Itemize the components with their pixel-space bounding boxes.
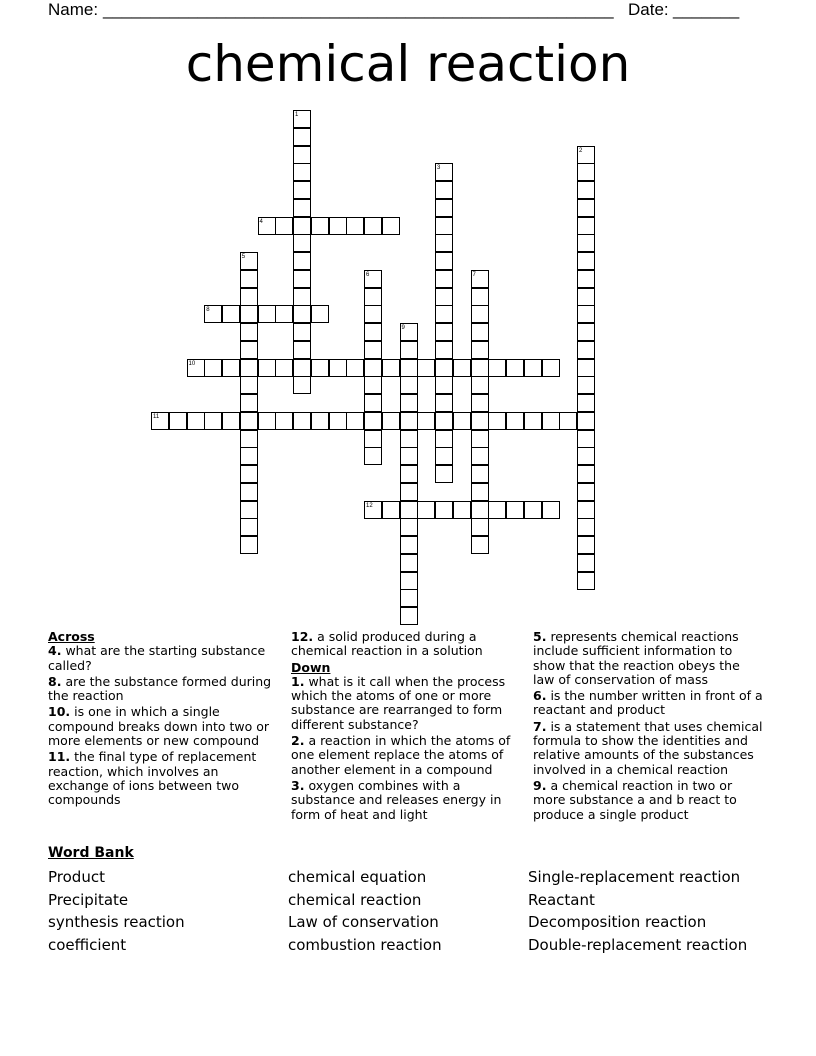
crossword-cell[interactable] (577, 412, 595, 430)
crossword-cell[interactable] (293, 376, 311, 394)
crossword-cell[interactable] (293, 323, 311, 341)
word-bank-column-1 (48, 866, 185, 957)
clues-column-2 (291, 628, 523, 824)
crossword-cell[interactable] (240, 341, 258, 359)
crossword-cell[interactable] (524, 501, 542, 519)
crossword-cell[interactable] (293, 146, 311, 164)
crossword-cell[interactable] (435, 341, 453, 359)
clue-number: 2 (579, 147, 583, 154)
crossword-cell[interactable] (435, 270, 453, 288)
crossword-cell[interactable] (400, 536, 418, 554)
crossword-cell[interactable] (453, 359, 471, 377)
crossword-cell[interactable] (488, 359, 506, 377)
crossword-cell[interactable] (400, 589, 418, 607)
crossword-cell[interactable] (222, 412, 240, 430)
crossword-cell[interactable] (382, 412, 400, 430)
crossword-cell[interactable] (293, 305, 311, 323)
crossword-cell[interactable] (542, 501, 560, 519)
crossword-cell[interactable] (204, 412, 222, 430)
crossword-cell[interactable] (435, 465, 453, 483)
crossword-cell[interactable] (293, 341, 311, 359)
crossword-cell[interactable] (577, 430, 595, 448)
crossword-cell[interactable] (346, 412, 364, 430)
clue-across-10: 10. is one in which a single compound breaks down into two or more elements or new compound (48, 704, 270, 749)
crossword-cell[interactable] (364, 447, 382, 465)
crossword-cell[interactable] (240, 518, 258, 536)
crossword-cell[interactable] (435, 447, 453, 465)
crossword-cell[interactable] (169, 412, 187, 430)
clue-number: 11 (153, 413, 160, 420)
crossword-cell[interactable] (577, 252, 595, 270)
crossword-cell[interactable] (293, 199, 311, 217)
crossword-cell[interactable] (400, 430, 418, 448)
clue-across-4: 4. what are the starting substance called? (48, 643, 266, 673)
crossword-cell[interactable] (240, 465, 258, 483)
crossword-cell[interactable] (435, 376, 453, 394)
clue-number: 6 (366, 271, 370, 278)
crossword-cell[interactable] (222, 359, 240, 377)
crossword-cell[interactable] (453, 501, 471, 519)
crossword-cell[interactable] (577, 199, 595, 217)
crossword-cell[interactable] (293, 181, 311, 199)
clue-number: 9 (401, 325, 405, 331)
crossword-cell[interactable] (577, 217, 595, 235)
crossword-cell[interactable] (577, 270, 595, 288)
crossword-cell[interactable] (204, 359, 222, 377)
crossword-cell[interactable] (577, 536, 595, 554)
crossword-cell[interactable] (400, 518, 418, 536)
crossword-cell[interactable] (400, 447, 418, 465)
clue-down-2: 2. a reaction in which the atoms of one element replace the atoms of another element in a compound (291, 733, 511, 777)
crossword-cell[interactable] (435, 252, 453, 270)
crossword-cell[interactable] (471, 536, 489, 554)
crossword-cell[interactable] (293, 359, 311, 377)
crossword-cell[interactable] (435, 430, 453, 448)
crossword-cell[interactable] (240, 483, 258, 501)
crossword-cell[interactable] (577, 341, 595, 359)
date-label: Date: (628, 0, 669, 19)
crossword-cell[interactable] (240, 430, 258, 448)
crossword-cell[interactable] (258, 305, 276, 323)
crossword-cell[interactable] (542, 359, 560, 377)
crossword-cell[interactable] (471, 501, 489, 519)
crossword-cell[interactable] (435, 305, 453, 323)
crossword-cell[interactable] (524, 412, 542, 430)
name-label: Name: (48, 0, 99, 19)
crossword-cell[interactable] (382, 501, 400, 519)
crossword-cell[interactable] (577, 376, 595, 394)
crossword-cell[interactable] (435, 217, 453, 235)
crossword-cell[interactable] (329, 359, 347, 377)
crossword-cell[interactable] (435, 181, 453, 199)
word-bank-item: Product (48, 868, 105, 886)
crossword-cell[interactable] (577, 305, 595, 323)
clue-number: 10 (188, 360, 196, 367)
crossword-cell[interactable] (240, 412, 258, 430)
clues-column-1 (48, 628, 280, 810)
crossword-cell[interactable] (240, 323, 258, 341)
crossword-cell[interactable] (471, 288, 489, 306)
crossword-cell[interactable] (364, 394, 382, 412)
crossword-cell[interactable] (275, 359, 293, 377)
crossword-cell[interactable] (577, 572, 595, 590)
clue-down-1: 1. what is it call when the process which the atoms of one or more substance are rearranged to form different substance? (291, 673, 506, 732)
crossword-cell[interactable] (311, 412, 329, 430)
crossword-cell[interactable] (240, 376, 258, 394)
crossword-cell[interactable] (577, 483, 595, 501)
crossword-cell[interactable] (329, 412, 347, 430)
crossword-cell[interactable] (471, 447, 489, 465)
crossword-cell[interactable] (471, 430, 489, 448)
crossword-cell[interactable] (240, 270, 258, 288)
crossword-cell[interactable] (311, 305, 329, 323)
clue-number: 4 (259, 218, 263, 225)
crossword-cell[interactable] (293, 234, 311, 252)
crossword-cell[interactable] (471, 359, 489, 377)
crossword-cell[interactable] (400, 501, 418, 519)
crossword-cell[interactable] (346, 359, 364, 377)
crossword-cell[interactable] (453, 412, 471, 430)
clue-down-6: 6. is the number written in front of a reactant and product (533, 688, 763, 718)
crossword-cell[interactable] (275, 412, 293, 430)
crossword-cell[interactable] (400, 572, 418, 590)
crossword-cell[interactable] (506, 501, 524, 519)
crossword-cell[interactable] (577, 465, 595, 483)
crossword-cell[interactable] (506, 412, 524, 430)
crossword-cell[interactable] (222, 305, 240, 323)
clue-number: 3 (437, 165, 441, 172)
crossword-cell[interactable] (577, 394, 595, 412)
crossword-cell[interactable] (400, 376, 418, 394)
crossword-cell[interactable] (240, 359, 258, 377)
crossword-cell[interactable] (364, 376, 382, 394)
clues-column-3 (533, 628, 765, 824)
crossword-cell[interactable] (435, 323, 453, 341)
crossword-cell[interactable] (417, 501, 435, 519)
crossword-cell[interactable] (364, 430, 382, 448)
word-bank-title: Word Bank (48, 845, 134, 861)
crossword-cell[interactable] (435, 234, 453, 252)
word-bank-item: Precipitate (48, 890, 129, 909)
crossword-cell[interactable] (400, 554, 418, 572)
clue-down-9: 9. a chemical reaction in two or more substance a and b react to produce a single product (533, 777, 737, 822)
crossword-cell[interactable] (400, 394, 418, 412)
crossword-cell[interactable] (435, 199, 453, 217)
crossword-cell[interactable] (240, 536, 258, 554)
page-title: chemical reaction (185, 35, 631, 93)
crossword-cell[interactable] (542, 412, 560, 430)
crossword-cell[interactable] (471, 412, 489, 430)
crossword-cell[interactable] (258, 359, 276, 377)
crossword-cell[interactable] (293, 252, 311, 270)
crossword-cell[interactable] (577, 323, 595, 341)
crossword-cell[interactable] (293, 163, 311, 181)
down-heading: Down (291, 659, 331, 675)
crossword-cell[interactable] (400, 359, 418, 377)
crossword-cell[interactable] (435, 288, 453, 306)
clue-down-7: 7. is a statement that uses chemical formula to show the identities and relative amounts of the substances involved in a chemical reaction (533, 718, 763, 777)
word-bank-item: Decomposition reaction (528, 913, 707, 932)
crossword-cell[interactable] (293, 270, 311, 288)
crossword-cell[interactable] (364, 359, 382, 377)
crossword-cell[interactable] (329, 217, 347, 235)
crossword-cell[interactable] (471, 394, 489, 412)
crossword-cell[interactable] (559, 412, 577, 430)
crossword-cell[interactable] (417, 412, 435, 430)
crossword-cell[interactable] (240, 288, 258, 306)
crossword-cell[interactable] (364, 288, 382, 306)
crossword-cell[interactable] (471, 465, 489, 483)
crossword-cell[interactable] (471, 483, 489, 501)
clue-number: 7 (472, 271, 476, 278)
crossword-cell[interactable] (240, 305, 258, 323)
crossword-cell[interactable] (435, 359, 453, 377)
crossword-cell[interactable] (311, 359, 329, 377)
crossword-cell[interactable] (471, 376, 489, 394)
crossword-cell[interactable] (417, 359, 435, 377)
crossword-cell[interactable] (293, 217, 311, 235)
crossword-cell[interactable] (382, 359, 400, 377)
clue-number: 8 (206, 307, 210, 314)
crossword-cell[interactable] (187, 412, 205, 430)
word-bank-item: chemical reaction (288, 890, 422, 909)
crossword-cell[interactable] (488, 412, 506, 430)
word-bank-item: combustion reaction (288, 936, 442, 955)
crossword-cell[interactable] (364, 217, 382, 235)
clue-number: 1 (295, 112, 299, 118)
crossword-cell[interactable] (435, 412, 453, 430)
crossword-cell[interactable] (258, 412, 276, 430)
crossword-cell[interactable] (400, 341, 418, 359)
crossword-cell[interactable] (577, 359, 595, 377)
crossword-cell[interactable] (293, 412, 311, 430)
crossword-cell[interactable] (577, 181, 595, 199)
name-line: ______________________________________________________ (103, 0, 614, 19)
date-line: _______ (673, 0, 740, 19)
crossword-cell[interactable] (364, 323, 382, 341)
crossword-cell[interactable] (346, 217, 364, 235)
crossword-cell[interactable] (577, 554, 595, 572)
clue-across-11: 11. the final type of replacement reaction, which involves an exchange of ions between two compounds (48, 749, 257, 808)
crossword-cell[interactable] (240, 501, 258, 519)
clue-number: 12 (366, 502, 373, 509)
crossword-cell[interactable] (382, 217, 400, 235)
crossword-cell[interactable] (311, 217, 329, 235)
crossword-cell[interactable] (577, 288, 595, 306)
crossword-cell[interactable] (293, 128, 311, 146)
crossword-cell[interactable] (400, 465, 418, 483)
crossword-cell[interactable] (240, 447, 258, 465)
crossword-cell[interactable] (471, 323, 489, 341)
crossword-cell[interactable] (275, 305, 293, 323)
crossword-cell[interactable] (400, 483, 418, 501)
crossword-cell[interactable] (577, 518, 595, 536)
crossword-cell[interactable] (364, 412, 382, 430)
across-heading: Across (48, 629, 95, 644)
crossword-cell[interactable] (293, 288, 311, 306)
word-bank-item: Law of conservation (288, 913, 439, 932)
crossword-cell[interactable] (364, 305, 382, 323)
crossword-cell[interactable] (488, 501, 506, 519)
crossword-cell[interactable] (471, 518, 489, 536)
word-bank-item: Reactant (528, 890, 595, 909)
clue-across-8: 8. are the substance formed during the reaction (48, 673, 272, 704)
crossword-cell[interactable] (577, 163, 595, 181)
word-bank-item: Single-replacement reaction (528, 868, 741, 886)
crossword-cell[interactable] (577, 234, 595, 252)
word-bank-column-3 (528, 866, 747, 957)
clue-across-12: 12. a solid produced during a chemical reaction in a solution (291, 629, 483, 659)
crossword-cell[interactable] (577, 447, 595, 465)
word-bank-column-2 (288, 866, 442, 957)
crossword-cell[interactable] (435, 394, 453, 412)
crossword-cell[interactable] (435, 501, 453, 519)
crossword-cell[interactable] (577, 501, 595, 519)
clue-number: 5 (241, 254, 246, 260)
crossword-cell[interactable] (506, 359, 524, 377)
word-bank-item: chemical equation (288, 868, 427, 886)
crossword-cell[interactable] (275, 217, 293, 235)
clue-down-3: 3. oxygen combines with a substance and releases energy in form of heat and light (291, 777, 502, 822)
word-bank-item: coefficient (48, 936, 127, 955)
crossword-cell[interactable] (364, 341, 382, 359)
crossword-cell[interactable] (400, 412, 418, 430)
word-bank-item: Double-replacement reaction (528, 936, 748, 955)
crossword-cell[interactable] (471, 305, 489, 323)
crossword-cell[interactable] (524, 359, 542, 377)
clue-down-5: 5. represents chemical reactions include sufficient information to show that the reaction obeys the law of conservation of mass (533, 629, 740, 687)
crossword-cell[interactable] (400, 607, 418, 625)
crossword-cell[interactable] (471, 341, 489, 359)
crossword-cell[interactable] (240, 394, 258, 412)
word-bank-item: synthesis reaction (48, 913, 185, 932)
